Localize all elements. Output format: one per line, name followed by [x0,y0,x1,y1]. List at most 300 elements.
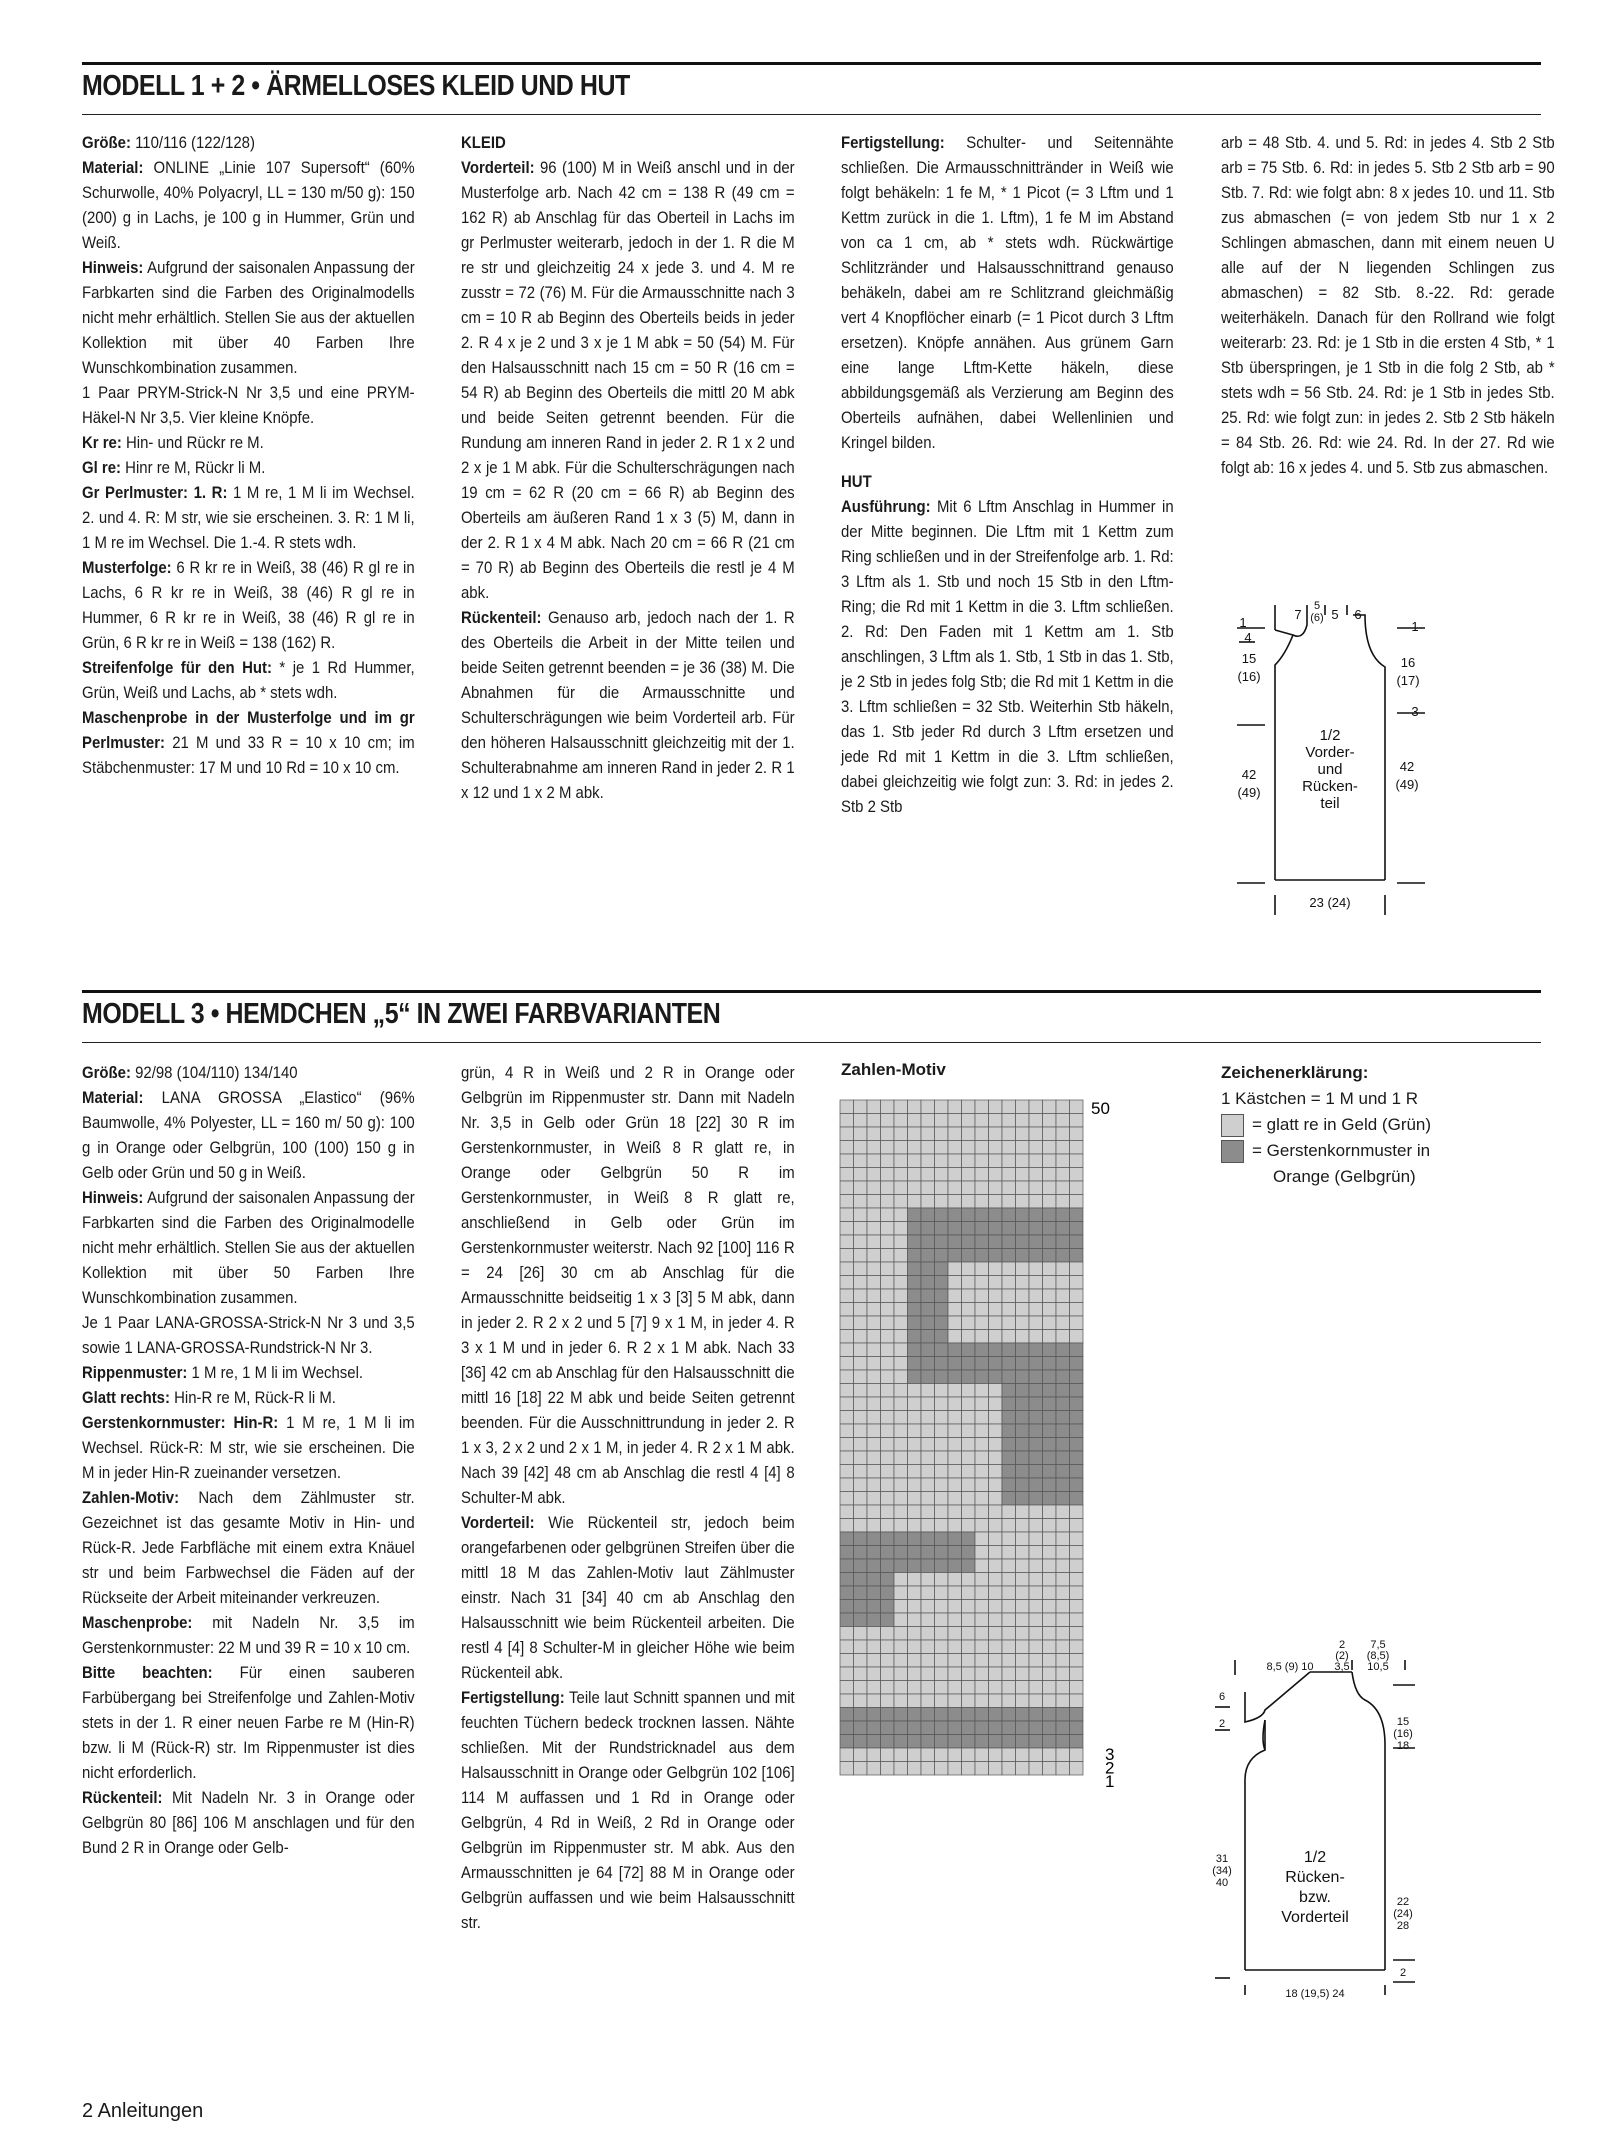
chart-cell [1043,1262,1057,1276]
chart-cell [1029,1735,1043,1749]
chart-cell [1043,1654,1057,1668]
chart-cell [881,1114,895,1128]
paragraph-text: 1 M re, 1 M li im Wechsel. 2. und 4. R: M str, wie sie erscheinen. 3. R: 1 M li, 1 M re im Wechsel. Die 1.-4. R stets wdh. [82,483,415,552]
modell3-column-2 [461,1060,795,1935]
paragraph [82,255,415,380]
chart-cell [908,1451,922,1465]
chart-cell [948,1627,962,1641]
chart-cell [975,1640,989,1654]
chart-cell [908,1627,922,1641]
chart-cell [881,1438,895,1452]
chart-cell [1016,1141,1030,1155]
chart-cell [975,1249,989,1263]
chart-cell [1043,1505,1057,1519]
chart-cell [962,1492,976,1506]
chart-cell [1016,1573,1030,1587]
chart-cell [908,1492,922,1506]
chart-cell [1056,1519,1070,1533]
paragraph-text: Mit Nadeln Nr. 3 in Orange oder Gelbgrün 80 [86] 106 M anschlagen und für den Bund 2 R in Orange oder Gelb- [82,1788,415,1857]
chart-cell [1029,1465,1043,1479]
chart-cell [1043,1208,1057,1222]
chart-cell [854,1600,868,1614]
chart-cell [1016,1721,1030,1735]
dim-left-4: (16) [1237,669,1261,684]
paragraph-label: Gerstenkornmuster: Hin-R: [82,1413,279,1432]
chart-cell [1029,1627,1043,1641]
paragraph-label: Kr re: [82,433,122,452]
chart-cell [921,1667,935,1681]
paragraph-text: Aufgrund der saisonalen Anpassung der Farbkarten sind die Farben des Originalmodelle nicht mehr erhältlich. Stellen Sie aus der aktuellen Kollektion mit über 50 Farben Ihre Wunschkombination zusammen. [82,1188,415,1307]
chart-cell [1056,1438,1070,1452]
chart-cell [894,1708,908,1722]
chart-cell [1029,1438,1043,1452]
chart-cell [975,1735,989,1749]
chart-cell [881,1721,895,1735]
chart-cell [935,1384,949,1398]
dim-top-3: (6) [1310,612,1324,624]
chart-cell [962,1343,976,1357]
chart-cell [894,1492,908,1506]
chart-cell [975,1303,989,1317]
chart-cell [935,1100,949,1114]
chart-cell [1002,1519,1016,1533]
chart-cell [867,1343,881,1357]
chart-cell [881,1492,895,1506]
chart-cell [894,1424,908,1438]
chart-cell [935,1613,949,1627]
chart-cell [1029,1330,1043,1344]
chart-cell [1016,1330,1030,1344]
chart-cell [989,1181,1003,1195]
chart-cell [948,1600,962,1614]
chart-cell [1070,1195,1084,1209]
chart-cell [867,1181,881,1195]
chart-cell [854,1721,868,1735]
chart-cell [894,1748,908,1762]
h-dim-top-2c: 3,5 [1334,1661,1350,1673]
chart-cell [867,1465,881,1479]
chart-cell [908,1411,922,1425]
chart-cell [867,1397,881,1411]
chart-cell [989,1681,1003,1695]
chart-cell [1070,1505,1084,1519]
chart-cell [1056,1613,1070,1627]
chart-cell [881,1559,895,1573]
chart-cell [854,1505,868,1519]
chart-cell [908,1640,922,1654]
chart-cell [1002,1546,1016,1560]
chart-cell [894,1451,908,1465]
chart-cell [840,1492,854,1506]
chart-cell [1002,1721,1016,1735]
chart-cell [1043,1100,1057,1114]
chart-cell [867,1546,881,1560]
chart-cell [867,1559,881,1573]
chart-cell [975,1343,989,1357]
chart-cell [989,1208,1003,1222]
chart-cell [989,1532,1003,1546]
chart-cell [881,1303,895,1317]
chart-cell [1016,1465,1030,1479]
paragraph-text: 1 M re, 1 M li im Wechsel. Rück-R: M str, wie sie erscheinen. Die M in jeder Hin-R zueinander versetzen. [82,1413,415,1482]
chart-cell [1029,1141,1043,1155]
chart-cell [935,1411,949,1425]
chart-cell [921,1208,935,1222]
chart-cell [1043,1114,1057,1128]
paragraph-text: 6 R kr re in Weiß, 38 (46) R gl re in Lachs, 6 R kr re in Weiß, 38 (46) R gl re in Hummer, 6 R kr re in Weiß, 38 (46) R gl re in Grün, 6 R kr re in Weiß = 138 (162) R. [82,558,415,652]
chart-cell [1070,1573,1084,1587]
legend-light-swatch [1221,1114,1244,1137]
diagram-label-2: Vorder- [1305,744,1355,761]
chart-cell [1016,1492,1030,1506]
chart-cell [840,1276,854,1290]
chart-cell [921,1762,935,1776]
chart-cell [935,1654,949,1668]
chart-cell [894,1262,908,1276]
chart-cell [948,1694,962,1708]
chart-cell [921,1600,935,1614]
paragraph-label: Hinweis: [82,1188,144,1207]
chart-cell [881,1586,895,1600]
chart-cell [894,1222,908,1236]
chart-cell [894,1762,908,1776]
chart-cell [962,1613,976,1627]
chart-cell [975,1181,989,1195]
chart-cell [908,1546,922,1560]
chart-cell [921,1154,935,1168]
chart-cell [1002,1357,1016,1371]
chart-cell [908,1519,922,1533]
chart-cell [1029,1411,1043,1425]
chart-cell [1043,1694,1057,1708]
chart-cell [908,1478,922,1492]
chart-cell [840,1748,854,1762]
chart-cell [962,1411,976,1425]
chart-cell [1070,1451,1084,1465]
chart-cell [1029,1384,1043,1398]
chart-cell [921,1640,935,1654]
chart-cell [1016,1667,1030,1681]
chart-cell [989,1127,1003,1141]
paragraph-label: Bitte beachten: [82,1663,213,1682]
chart-cell [1056,1532,1070,1546]
chart-cell [894,1181,908,1195]
chart-cell [1070,1357,1084,1371]
chart-cell [854,1451,868,1465]
chart-cell [840,1168,854,1182]
chart-cell [1016,1559,1030,1573]
chart-cell [1016,1181,1030,1195]
chart-cell [921,1343,935,1357]
chart-cell [1029,1357,1043,1371]
chart-cell [908,1370,922,1384]
chart-cell [1002,1613,1016,1627]
h-label-1: 1/2 [1303,1849,1327,1866]
chart-cell [894,1559,908,1573]
chart-cell [867,1654,881,1668]
chart-cell [1002,1384,1016,1398]
footer [82,2100,203,2123]
chart-cell [894,1438,908,1452]
chart-cell [1016,1316,1030,1330]
chart-cell [908,1208,922,1222]
chart-cell [935,1438,949,1452]
chart-cell [894,1505,908,1519]
chart-cell [894,1586,908,1600]
chart-cell [935,1424,949,1438]
chart-cell [921,1357,935,1371]
chart-cell [908,1235,922,1249]
chart-cell [948,1411,962,1425]
chart-cell [908,1141,922,1155]
paragraph [82,380,415,430]
chart-cell [948,1330,962,1344]
chart-cell [935,1316,949,1330]
chart-cell [854,1168,868,1182]
chart-cell [935,1249,949,1263]
chart-cell [975,1478,989,1492]
diagram-label-1: 1/2 [1319,727,1341,744]
paragraph-label: Fertigstellung: [841,133,945,152]
chart-cell [840,1127,854,1141]
chart-cell [908,1762,922,1776]
chart-cell [948,1640,962,1654]
chart-cell [935,1357,949,1371]
chart-cell [948,1114,962,1128]
chart-cell [867,1168,881,1182]
h-dim-right-2b: (24) [1393,1908,1413,1920]
chart-cell [908,1586,922,1600]
chart-cell [1029,1168,1043,1182]
chart-cell [881,1181,895,1195]
chart-cell [962,1519,976,1533]
h-dim-right-2c: 28 [1396,1920,1410,1932]
chart-cell [989,1235,1003,1249]
chart-cell [840,1208,854,1222]
h-dim-left-3a: 31 [1215,1853,1229,1865]
chart-cell [989,1249,1003,1263]
chart-cell [854,1222,868,1236]
chart-cell [854,1343,868,1357]
chart-cell [948,1532,962,1546]
chart-cell [854,1424,868,1438]
chart-cell [854,1316,868,1330]
chart-cell [921,1519,935,1533]
paragraph [82,1610,415,1660]
paragraph [82,1310,415,1360]
chart-cell [1070,1168,1084,1182]
chart-cell [1056,1465,1070,1479]
chart-cell [935,1208,949,1222]
chart-cell [975,1100,989,1114]
chart-cell [840,1600,854,1614]
chart-cell [840,1114,854,1128]
chart-cell [867,1505,881,1519]
chart-cell [1056,1654,1070,1668]
chart-cell [1070,1316,1084,1330]
chart-cell [854,1708,868,1722]
legend-dark-swatch [1221,1140,1244,1163]
chart-cell [962,1208,976,1222]
chart-cell [881,1330,895,1344]
chart-cell [840,1424,854,1438]
chart-cell [1002,1276,1016,1290]
chart-cell [921,1316,935,1330]
paragraph-text: Hin- und Rückr re M. [121,433,264,452]
chart-cell [894,1357,908,1371]
chart-cell [921,1735,935,1749]
paragraph-label: Fertigstellung: [461,1688,565,1707]
chart-cell [854,1573,868,1587]
chart-cell [881,1208,895,1222]
chart-cell [894,1384,908,1398]
chart-cell [1002,1343,1016,1357]
chart-cell [854,1357,868,1371]
chart-cell [1056,1478,1070,1492]
chart-cell [962,1424,976,1438]
chart-cell [1056,1154,1070,1168]
chart-cell [948,1613,962,1627]
chart-cell [948,1438,962,1452]
chart-cell [1070,1694,1084,1708]
chart-cell [840,1316,854,1330]
chart-cell [1029,1600,1043,1614]
chart-cell [881,1748,895,1762]
legend-light [1221,1112,1431,1138]
chart-cell [908,1748,922,1762]
chart-cell [921,1654,935,1668]
chart-cell [989,1222,1003,1236]
paragraph [82,155,415,255]
chart-cell [1002,1249,1016,1263]
chart-cell [908,1573,922,1587]
chart-cell [962,1181,976,1195]
paragraph [82,130,415,155]
chart-cell [1002,1154,1016,1168]
paragraph-text: Mit 6 Lftm Anschlag in Hummer in der Mitte beginnen. Die Lftm mit 1 Kettm zum Ring schließen und in der Streifenfolge arb. 1. Rd: 3 Lftm als 1. Stb und noch 15 Stb in den Lftm-Ring; die Rd mit 1 Kettm in die 3. Lftm schließen. 2. Rd: Den Faden mit 1 Kettm am 1. Stb anschlingen, 3 Lftm als 1. Stb, 1 Stb in das 1. Stb, je 2 Stb in jedes folg Stb; die Rd mit 1 Kettm in die 3. Lftm schließen = 32 Stb. Weiterhin Stb häkeln, das 1. Stb jeder Rd durch 3 Lftm ersetzen und jede Rd mit 1 Kettm in die 3. Lftm schließen, dabei gleichzeitig wie folgt zun: 3. Rd: in jedes 2. Stb 2 Stb [841,497,1174,816]
chart-cell [1070,1384,1084,1398]
chart-cell [1043,1249,1057,1263]
chart-cell [867,1114,881,1128]
chart-cell [894,1546,908,1560]
chart-cell [1043,1613,1057,1627]
modell3-column-1 [82,1060,415,1860]
paragraph-text: Hinr re M, Rückr li M. [121,458,266,477]
chart-cell [1056,1343,1070,1357]
chart-cell [1056,1289,1070,1303]
chart-cell [948,1397,962,1411]
chart-cell [1029,1613,1043,1627]
chart-cell [1002,1127,1016,1141]
chart-cell [854,1235,868,1249]
h-dim-top-1: 8,5 (9) 10 [1266,1661,1314,1673]
paragraph-text: 21 M und 33 R = 10 x 10 cm; im Stäbchenmuster: 17 M und 10 Rd = 10 x 10 cm. [82,733,415,777]
chart-cell [962,1451,976,1465]
chart-cell [935,1559,949,1573]
chart-cell [1070,1154,1084,1168]
chart-cell [921,1613,935,1627]
chart-cell [1016,1357,1030,1371]
chart-cell [1070,1559,1084,1573]
chart-cell [881,1600,895,1614]
chart-cell [1070,1370,1084,1384]
chart-cell [921,1681,935,1695]
chart-cell [1043,1276,1057,1290]
chart-cell [1002,1708,1016,1722]
chart-cell [1056,1640,1070,1654]
chart-cell [1016,1546,1030,1560]
h-dim-top-2a: 2 [1338,1639,1346,1651]
chart-cell [935,1141,949,1155]
chart-cell [840,1235,854,1249]
chart-cell [854,1438,868,1452]
h-dim-left-3b: (34) [1212,1865,1232,1877]
chart-cell [921,1114,935,1128]
chart-cell [989,1748,1003,1762]
chart-cell [921,1411,935,1425]
chart-cell [1029,1532,1043,1546]
chart-cell [989,1154,1003,1168]
modell12-column-3 [841,130,1174,819]
h-dim-top-3c: 10,5 [1367,1661,1389,1673]
chart-cell [1016,1451,1030,1465]
chart-cell [1029,1235,1043,1249]
chart-cell [908,1384,922,1398]
chart-cell [1070,1424,1084,1438]
chart-cell [1016,1748,1030,1762]
chart-cell [935,1573,949,1587]
chart-row-label: 2 [1105,1758,1115,1778]
chart-cell [921,1168,935,1182]
chart-cell [881,1424,895,1438]
modell12-column-1 [82,130,415,780]
chart-cell [948,1127,962,1141]
chart-cell [935,1451,949,1465]
paragraph-text: 96 (100) M in Weiß anschl und in der Musterfolge arb. Nach 42 cm = 138 R (49 cm = 162 R) ab Anschlag für das Oberteil in Lachs im gr Perlmuster weiterarb, jedoch in der 1. R die M re str und gleichzeitig 24 x jede 3. und 4. M re zusstr = 72 (76) M. Für die Armausschnitte nach 3 cm = 10 R ab Beginn des Oberteils beids in jeder 2. R 4 x je 2 und 3 x je 1 M abk = 50 (54) M. Für den Halsausschnitt nach 15 cm = 50 R (16 cm = 54 R) ab Beginn des Oberteils die mittl 20 M abk und beide Seiten getrennt beenden. Für die Rundung am inneren Rand in jeder 2. R 1 x 2 und 2 x je 1 M abk. Für die Schulterschrägungen nach 19 cm = 62 R (20 cm = 66 R) ab Beginn des Oberteils am äußeren Rand 1 x 3 (5) M, dann in der 2. R 1 x 4 M abk. Nach 20 cm = 66 R (21 cm = 70 R) ab Beginn des Oberteils die restl je 4 M abk. [461,158,795,602]
chart-cell [854,1735,868,1749]
section-title-modell3: MODELL 3 • HEMDCHEN „5“ IN ZWEI FARBVARIANTEN [82,998,721,1030]
chart-cell [881,1289,895,1303]
chart-cell [935,1708,949,1722]
section-rule [82,114,1541,115]
chart-cell [1070,1276,1084,1290]
chart-cell [989,1667,1003,1681]
chart-cell [1070,1492,1084,1506]
chart-cell [1056,1546,1070,1560]
chart-cell [989,1654,1003,1668]
chart-cell [962,1168,976,1182]
chart-cell [1056,1357,1070,1371]
chart-cell [881,1451,895,1465]
chart-cell [935,1492,949,1506]
chart-cell [1043,1357,1057,1371]
chart-cell [1002,1478,1016,1492]
chart-cell [840,1762,854,1776]
chart-cell [1056,1181,1070,1195]
chart-cell [840,1681,854,1695]
dim-side-right-1: 42 [1399,759,1415,774]
chart-cell [867,1708,881,1722]
chart-cell [962,1289,976,1303]
chart-cell [908,1465,922,1479]
chart-cell [1016,1384,1030,1398]
chart-cell [948,1735,962,1749]
chart-cell [867,1613,881,1627]
chart-cell [1016,1532,1030,1546]
chart-cell [948,1424,962,1438]
chart-cell [1056,1451,1070,1465]
chart-cell [1070,1100,1084,1114]
